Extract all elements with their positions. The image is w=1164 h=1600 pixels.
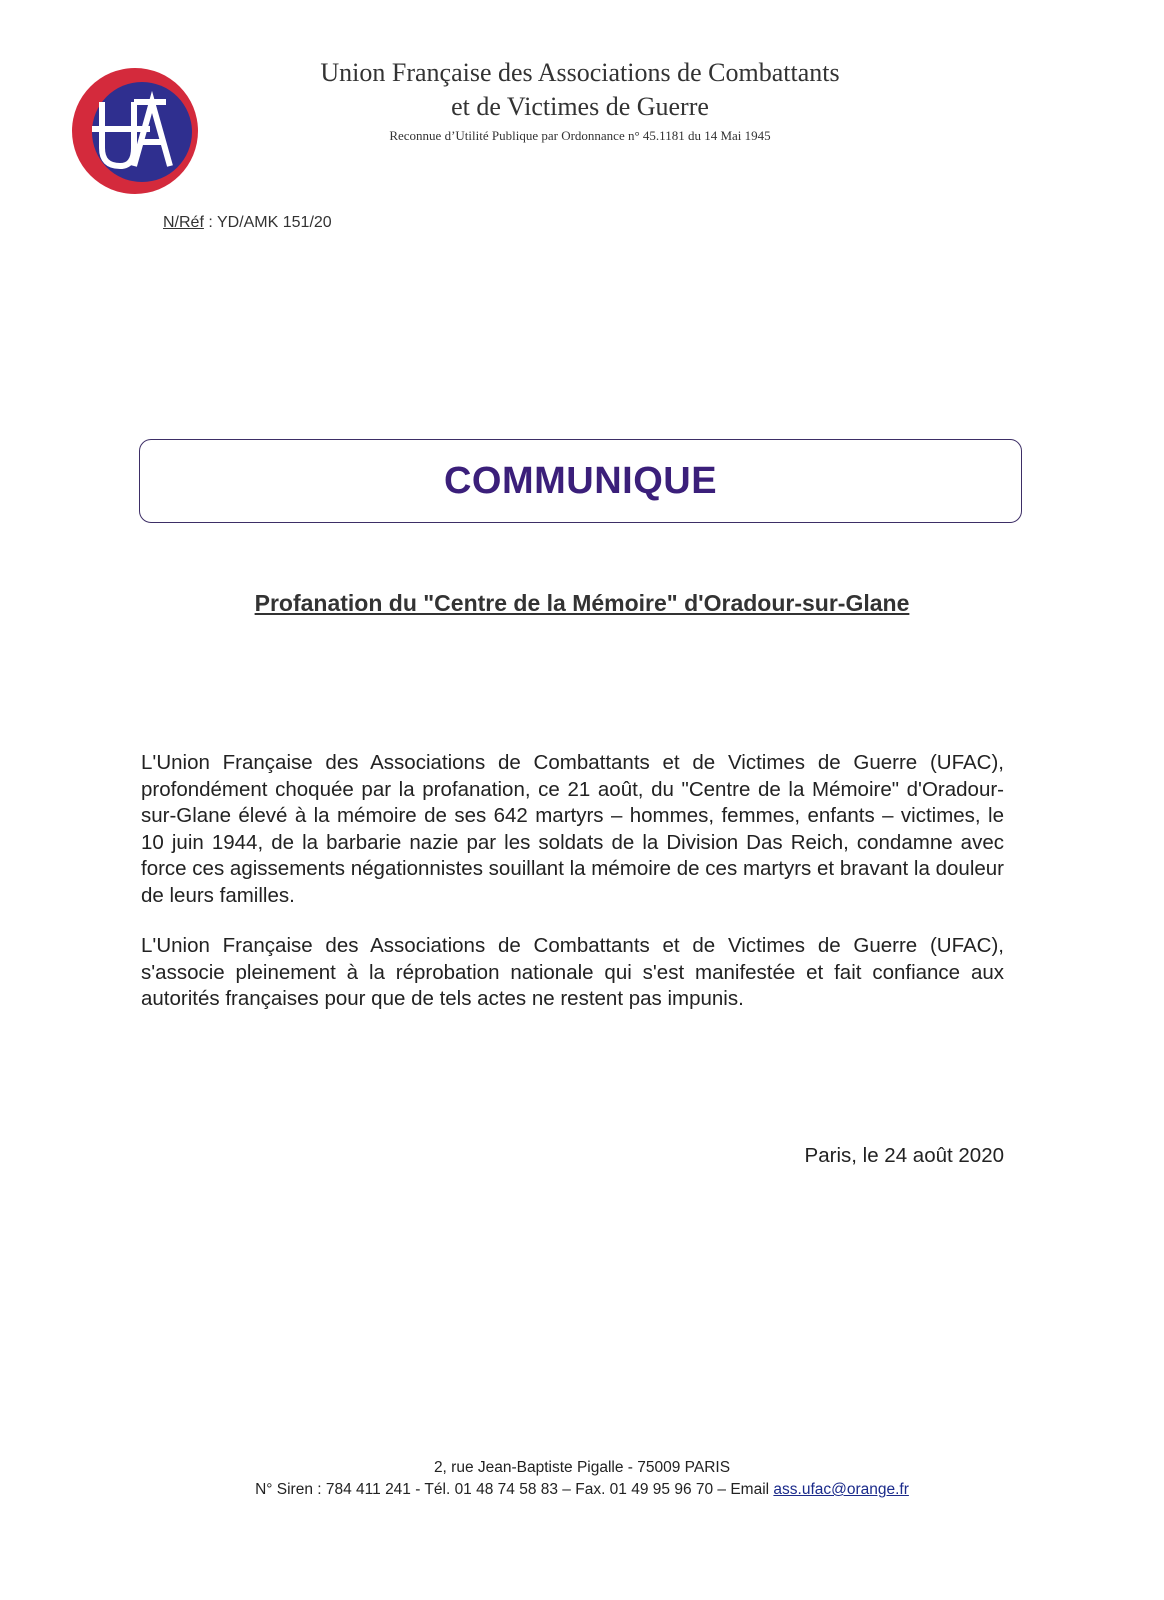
dateline: Paris, le 24 août 2020 — [804, 1144, 1004, 1167]
body-paragraph-2: L'Union Française des Associations de Combattants et de Victimes de Guerre (UFAC), s'associe pleinement à la réprobation nationale qui s'est manifestée et fait confiance aux autorités françaises pour que de tels actes ne restent pas impunis. — [141, 934, 1004, 1010]
organization-name-line2: et de Victimes de Guerre — [451, 92, 709, 121]
body-text — [141, 750, 1004, 1037]
reference-label: N/Réf — [163, 214, 204, 231]
footer-contact — [0, 1479, 1164, 1501]
footer — [0, 1457, 1164, 1501]
footer-contact-details: N° Siren : 784 411 241 - Tél. 01 48 74 58 83 – Fax. 01 49 95 96 70 – Email — [255, 1481, 774, 1498]
communique-title: COMMUNIQUE — [443, 459, 718, 502]
organization-title — [220, 56, 940, 146]
reference-number — [163, 214, 332, 232]
reference-separator: : — [203, 214, 217, 231]
footer-email-link[interactable]: ass.ufac@orange.fr — [773, 1481, 909, 1498]
organization-name-line1: Union Française des Associations de Combattants — [320, 58, 840, 87]
recognition-note: Reconnue d’Utilité Publique par Ordonnance n° 45.1181 du 14 Mai 1945 — [389, 128, 771, 143]
footer-address: 2, rue Jean-Baptiste Pigalle - 75009 PARIS — [433, 1459, 731, 1476]
reference-value: YD/AMK 151/20 — [216, 214, 332, 231]
communique-box — [139, 439, 1022, 523]
subject-heading: Profanation du "Centre de la Mémoire" d'Oradour-sur-Glane — [254, 590, 910, 616]
ufac-logo — [70, 66, 200, 196]
body-paragraph-1: L'Union Française des Associations de Combattants et de Victimes de Guerre (UFAC), profondément choquée par la profanation, ce 21 août, du "Centre de la Mémoire" d'Oradour-sur-Glane élevé à la mémoire de ses 642 martyrs – hommes, femmes, enfants – victimes, le 10 juin 1944, de la barbarie nazie par les soldats de la Division Das Reich, condamne avec force ces agissements négationnistes souillant la mémoire de ces martyrs et bravant la douleur de leurs familles. — [141, 751, 1004, 907]
